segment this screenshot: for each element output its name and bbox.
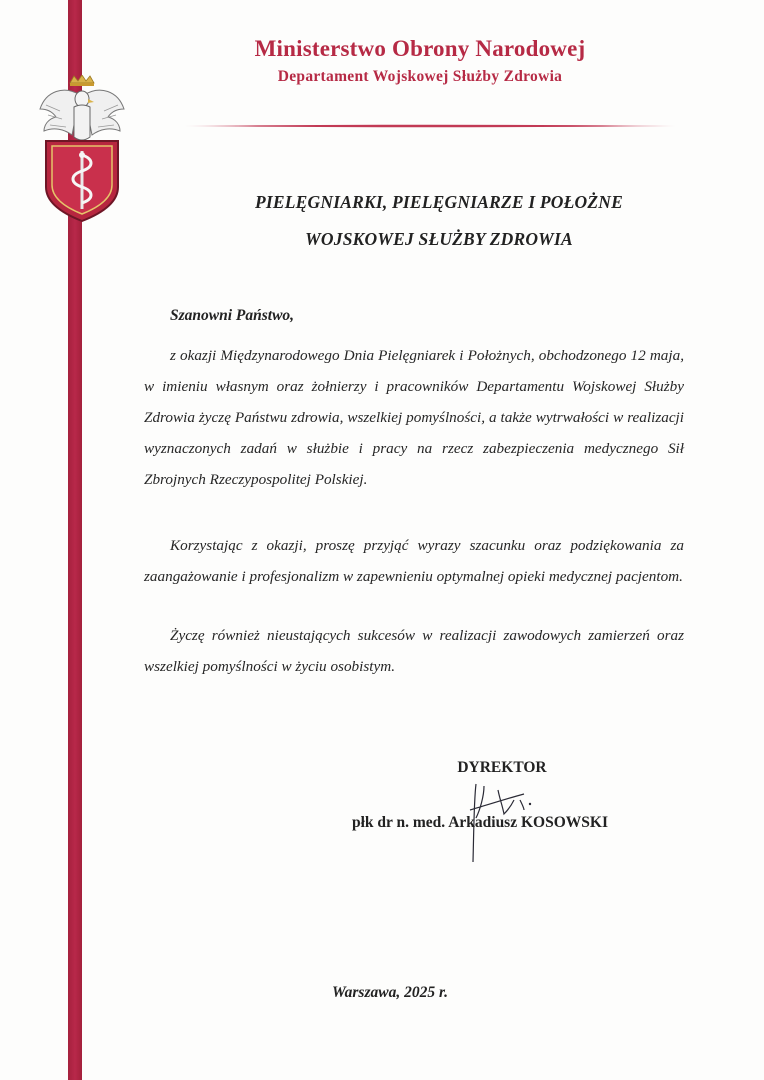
eagle-emblem-icon [34, 75, 130, 225]
department-name: Departament Wojskowej Służby Zdrowia [277, 68, 563, 85]
header-divider [184, 124, 676, 128]
place-and-date: Warszawa, 2025 r. [332, 984, 448, 1001]
signatory-name: płk dr n. med. Arkadiusz KOSOWSKI [352, 814, 608, 831]
ministry-name: Ministerstwo Obrony Narodowej [254, 36, 586, 61]
letter-paragraph [144, 340, 684, 495]
signatory-title: DYREKTOR [457, 759, 547, 776]
salutation: Szanowni Państwo, [170, 307, 295, 324]
paragraph-text: Życzę również nieustających sukcesów w realizacji zawodowych zamierzeń oraz wszelkiej pomyślności w życiu osobistym. [144, 627, 684, 675]
letter-heading-line-1: PIELĘGNIARKI, PIELĘGNIARZE I POŁOŻNE [255, 192, 623, 212]
paragraph-text: Korzystając z okazji, proszę przyjąć wyrazy szacunku oraz podziękowania za zaangażowanie i profesjonalizm w zapewnieniu optymalnej opieki medycznej pacjentom. [144, 537, 684, 585]
letter-paragraph [144, 620, 684, 682]
letter-heading-line-2: WOJSKOWEJ SŁUŻBY ZDROWIA [305, 229, 573, 249]
paragraph-text: z okazji Międzynarodowego Dnia Pielęgniarek i Położnych, obchodzonego 12 maja, w imieniu własnym oraz żołnierzy i pracowników Departamentu Wojskowej Służby Zdrowia życzę Państwu zdrowia, wszelkiej pomyślności, a także wytrwałości w realizacji wyznaczonych zadań w służbie i pracy na rzecz zabezpieczenia medycznego Sił Zbrojnych Rzeczypospolitej Polskiej. [144, 347, 684, 488]
letter-paragraph [144, 530, 684, 592]
